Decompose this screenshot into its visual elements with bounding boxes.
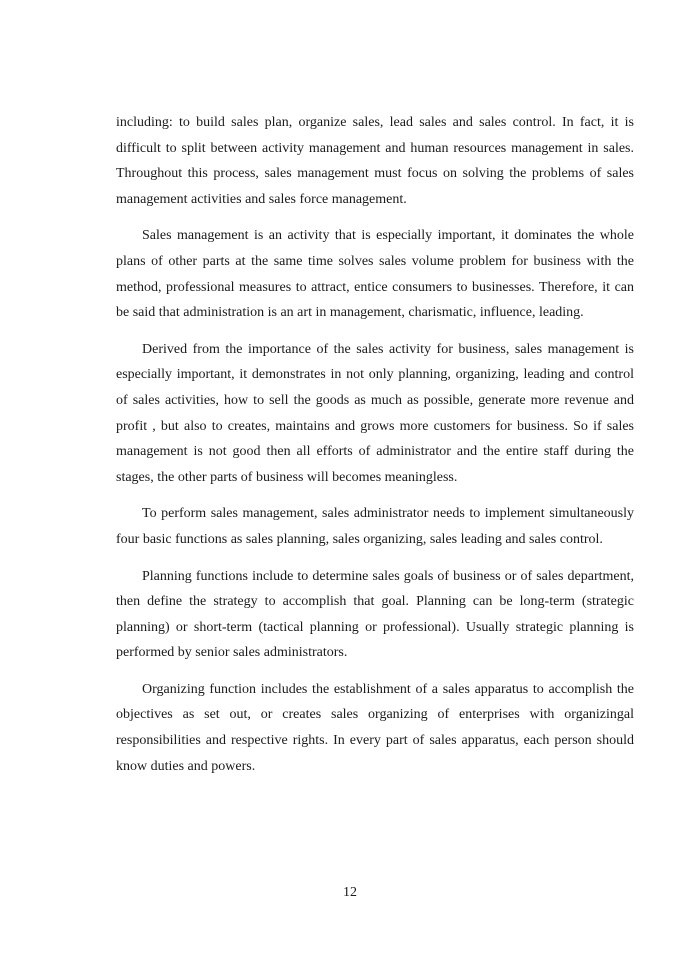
paragraph-5: Planning functions include to determine sales goals of business or of sales department, then define the strategy to accomplish that goal. Planning can be long-term (strategic planning) or short-term (tactical planning or professional). Usually strategic planning is performed by senior sales administrators. [116,568,634,661]
paragraph-3: Derived from the importance of the sales activity for business, sales management is especially important, it demonstrates in not only planning, organizing, leading and control of sales activities, how to sell the goods as much as possible, generate more revenue and profit , but also to creates, maintains and grows more customers for business. So if sales management is not good then all efforts of administrator and the entire staff during the stages, the other parts of business will becomes meaningless. [116,341,634,485]
paragraph-2: Sales management is an activity that is especially important, it dominates the whole plans of other parts at the same time solves sales volume problem for business with the method, professional measures to attract, entice consumers to businesses. Therefore, it can be said that administration is an art in management, charismatic, influence, leading. [116,228,634,321]
paragraph-4: To perform sales management, sales administrator needs to implement simultaneously four basic functions as sales planning, sales organizing, sales leading and sales control. [116,506,634,547]
paragraph-1: including: to build sales plan, organize sales, lead sales and sales control. In fact, it is difficult to split between activity management and human resources management in sales. Throughout this process, sales management must focus on solving the problems of sales management activities and sales force management. [116,115,634,207]
page-body [116,110,634,790]
page-number: 12 [343,885,357,900]
paragraph-6: Organizing function includes the establishment of a sales apparatus to accomplish the objectives as set out, or creates sales organizing of enterprises with organizingal responsibilities and respective rights. In every part of sales apparatus, each person should know duties and powers. [116,681,634,774]
